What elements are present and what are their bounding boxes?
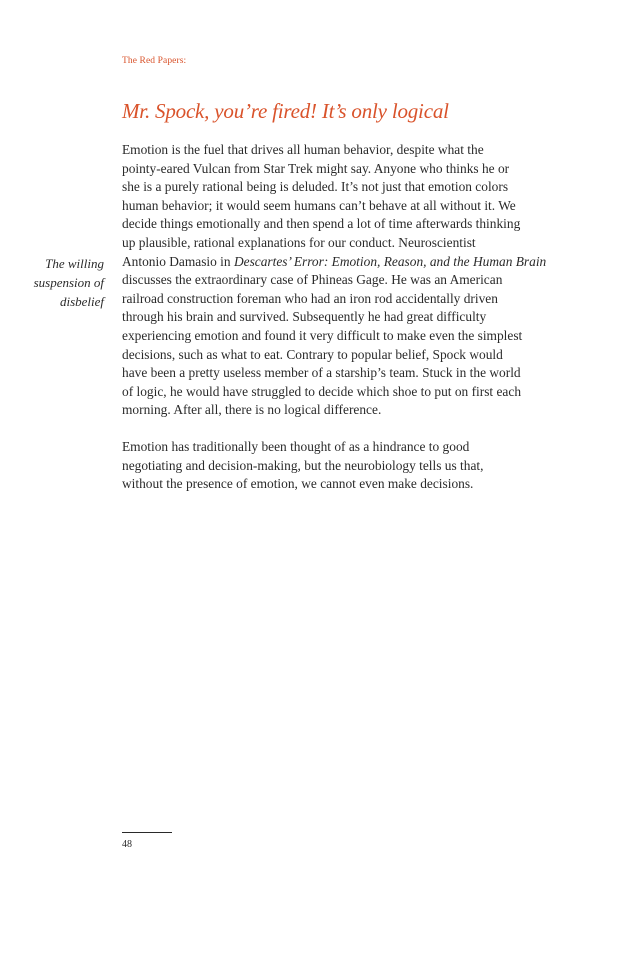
margin-note-line: disbelief — [59, 294, 104, 309]
section-title: Mr. Spock, you’re fired! It’s only logical — [122, 99, 449, 123]
text-line: she is a purely rational being is deluded. It’s not just that emotion colors — [122, 179, 509, 195]
text-line: pointy-eared Vulcan from Star Trek might say. Anyone who thinks he or — [122, 160, 510, 176]
text-line: without the presence of emotion, we cannot even make decisions. — [122, 476, 474, 492]
text-line: decisions, such as what to eat. Contrary to popular belief, Spock would — [122, 346, 503, 362]
text-line: railroad construction foreman who had an iron rod accidentally driven — [122, 290, 498, 306]
margin-note-line: suspension of — [33, 275, 104, 290]
paragraph-2 — [122, 438, 572, 494]
text-line: human behavior; it would seem humans can’t behave at all without it. We — [122, 197, 516, 213]
text-line: morning. After all, there is no logical difference. — [122, 402, 382, 418]
page-number: 48 — [122, 839, 132, 850]
margin-note — [22, 254, 104, 311]
text-line: discusses the extraordinary case of Phineas Gage. He was an American — [122, 272, 503, 288]
text-line-with-citation — [122, 253, 572, 272]
margin-note-line: The willing — [45, 256, 104, 271]
text-line: up plausible, rational explanations for our conduct. Neuroscientist — [122, 234, 476, 250]
book-title: Descartes’ Error: Emotion, Reason, and the Human Brain — [233, 253, 547, 269]
article-body — [122, 141, 572, 494]
text-line: Emotion has traditionally been thought of as a hindrance to good — [122, 438, 470, 454]
text-line: through his brain and survived. Subsequently he had great difficulty — [122, 309, 487, 325]
text-line: decide things emotionally and then spend a lot of time afterwards thinking — [122, 216, 521, 232]
text-line: experiencing emotion and found it very difficult to make even the simplest — [122, 327, 523, 343]
footer-rule — [122, 832, 172, 833]
text-line: Emotion is the fuel that drives all human behavior, despite what the — [122, 142, 484, 157]
running-head: The Red Papers: — [122, 56, 187, 66]
text-line: have been a pretty useless member of a starship’s team. Stuck in the world — [122, 365, 521, 381]
citation-prefix: Antonio Damasio in — [122, 253, 234, 269]
text-line: negotiating and decision-making, but the neurobiology tells us that, — [122, 457, 484, 473]
text-line: of logic, he would have struggled to decide which shoe to put on first each — [122, 383, 522, 399]
paragraph-1 — [122, 141, 572, 420]
